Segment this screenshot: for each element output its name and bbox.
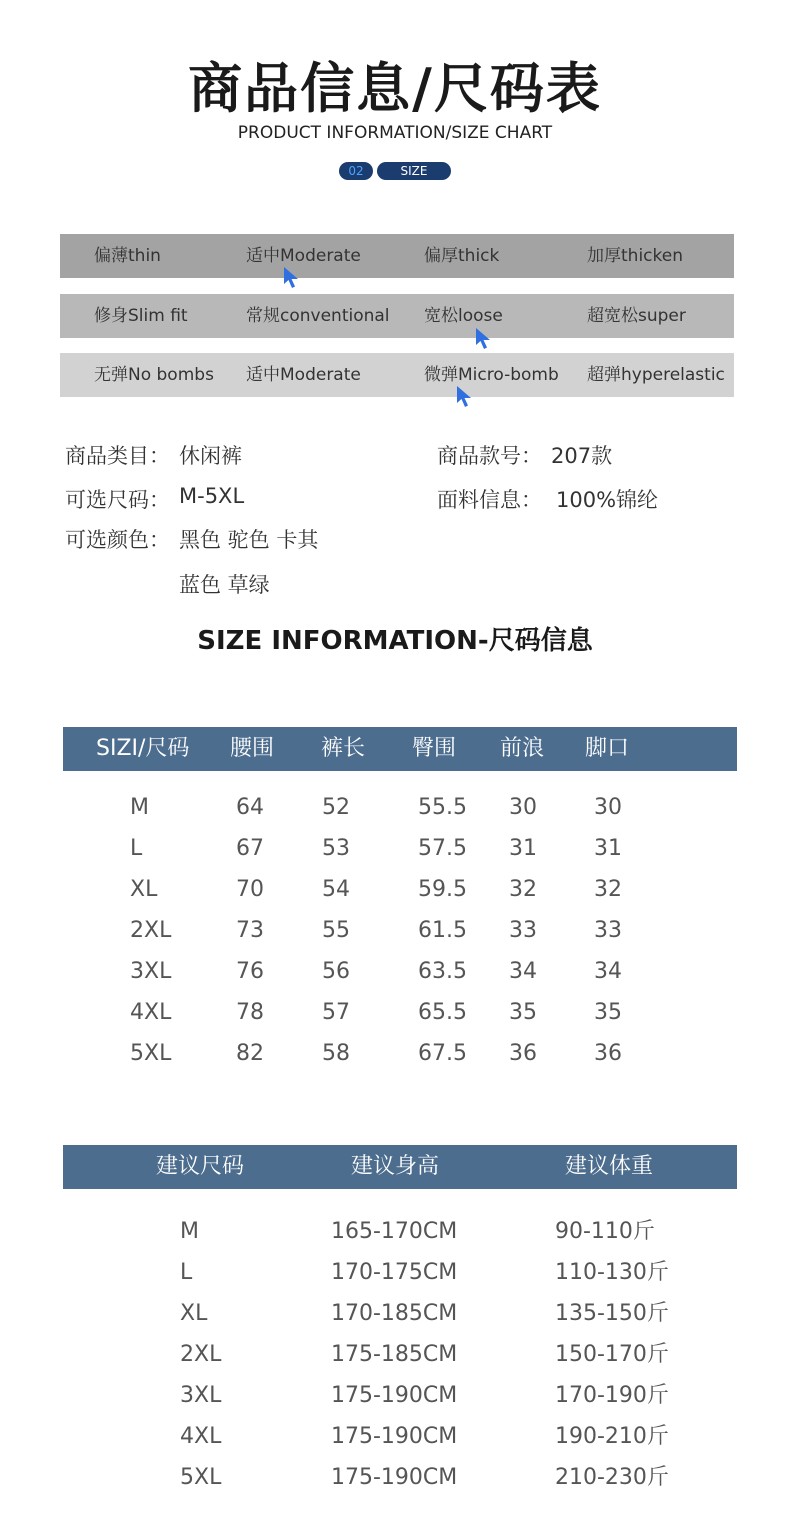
- recommend-table-cell: 175-190CM: [331, 1424, 458, 1449]
- recommend-table-cell: 165-170CM: [331, 1219, 458, 1244]
- size-table-header-cell: 臀围: [412, 736, 457, 761]
- size-table-cell: 34: [594, 959, 622, 984]
- attribute-option: 偏薄thin: [94, 246, 161, 266]
- attribute-row-thickness: [60, 234, 734, 278]
- attribute-option: 常规conventional: [246, 306, 390, 326]
- recommend-table-cell: 170-185CM: [331, 1301, 458, 1326]
- size-table-cell: 78: [236, 1000, 264, 1025]
- recommend-table-cell: M: [180, 1219, 199, 1244]
- recommend-table-cell: 175-185CM: [331, 1342, 458, 1367]
- size-table-cell: 54: [322, 877, 350, 902]
- colors-label: 可选颜色：: [65, 528, 170, 552]
- recommend-table-cell: 3XL: [180, 1383, 222, 1408]
- colors-value-line1: 黑色 驼色 卡其: [179, 528, 319, 552]
- size-table-cell: 55.5: [418, 795, 467, 820]
- attribute-option: 适中Moderate: [246, 365, 361, 385]
- size-table-header: [63, 727, 737, 771]
- recommend-table-cell: 4XL: [180, 1424, 222, 1449]
- pill-label: SIZE: [377, 162, 451, 180]
- size-table-cell: 2XL: [130, 918, 172, 943]
- recommend-table-header-cell: 建议身高: [351, 1154, 440, 1179]
- size-table-cell: 34: [509, 959, 537, 984]
- recommend-table-cell: L: [180, 1260, 193, 1285]
- sizes-value: M-5XL: [179, 484, 245, 508]
- size-table-cell: 65.5: [418, 1000, 467, 1025]
- recommend-table-cell: 175-190CM: [331, 1383, 458, 1408]
- size-table-cell: 56: [322, 959, 350, 984]
- size-table-cell: L: [130, 836, 143, 861]
- attribute-option: 加厚thicken: [587, 246, 683, 266]
- page-subtitle: PRODUCT INFORMATION/SIZE CHART: [237, 123, 553, 143]
- size-table-cell: 52: [322, 795, 350, 820]
- recommend-table-cell: 5XL: [180, 1465, 222, 1490]
- size-table-row: [0, 951, 790, 992]
- recommend-table-row: [0, 1416, 790, 1457]
- size-table-cell: 31: [594, 836, 622, 861]
- size-table-row: [0, 992, 790, 1033]
- model-value: 207款: [551, 444, 613, 468]
- attribute-option: 修身Slim fit: [94, 306, 188, 326]
- size-table-cell: 33: [509, 918, 537, 943]
- recommend-table-cell: 190-210斤: [555, 1424, 669, 1449]
- size-table-cell: 57: [322, 1000, 350, 1025]
- recommend-table-cell: 90-110斤: [555, 1219, 655, 1244]
- size-table-cell: 67.5: [418, 1041, 467, 1066]
- size-table-cell: 67: [236, 836, 264, 861]
- size-table-cell: 82: [236, 1041, 264, 1066]
- size-table-cell: 76: [236, 959, 264, 984]
- size-table-cell: 5XL: [130, 1041, 172, 1066]
- recommend-table-row: [0, 1375, 790, 1416]
- size-table-row: [0, 787, 790, 828]
- size-table-row: [0, 910, 790, 951]
- size-table-cell: 35: [594, 1000, 622, 1025]
- size-table-cell: 30: [594, 795, 622, 820]
- recommend-table-cell: 210-230斤: [555, 1465, 669, 1490]
- size-table-cell: 57.5: [418, 836, 467, 861]
- recommend-table-row: [0, 1293, 790, 1334]
- recommend-table-row: [0, 1334, 790, 1375]
- recommend-table-row: [0, 1211, 790, 1252]
- pill-number: 02: [339, 162, 373, 180]
- attribute-option: 无弹No bombs: [94, 365, 214, 385]
- size-table-cell: 64: [236, 795, 264, 820]
- size-table-cell: 31: [509, 836, 537, 861]
- recommend-table-cell: 170-175CM: [331, 1260, 458, 1285]
- size-table-row: [0, 869, 790, 910]
- attribute-option-selected: 微弹Micro-bomb: [424, 365, 559, 385]
- attribute-option: 超宽松super: [587, 306, 686, 326]
- size-table-cell: XL: [130, 877, 158, 902]
- size-table-cell: 30: [509, 795, 537, 820]
- size-table-header-cell: SIZI/尺码: [96, 736, 190, 761]
- cursor-arrow-icon: [283, 266, 301, 290]
- category-label: 商品类目：: [65, 444, 170, 468]
- size-info-title: SIZE INFORMATION-尺码信息: [197, 626, 593, 656]
- size-table-cell: 59.5: [418, 877, 467, 902]
- size-table-cell: 55: [322, 918, 350, 943]
- recommend-table-cell: 150-170斤: [555, 1342, 669, 1367]
- cursor-arrow-icon: [456, 385, 474, 409]
- size-table-cell: 73: [236, 918, 264, 943]
- recommend-table-cell: 135-150斤: [555, 1301, 669, 1326]
- size-table-cell: 58: [322, 1041, 350, 1066]
- size-table-cell: 33: [594, 918, 622, 943]
- size-table-row: [0, 1033, 790, 1074]
- fabric-value: 100%锦纶: [556, 488, 659, 512]
- recommend-table-cell: 2XL: [180, 1342, 222, 1367]
- recommend-table-row: [0, 1252, 790, 1293]
- size-table-cell: 32: [509, 877, 537, 902]
- size-table-cell: 4XL: [130, 1000, 172, 1025]
- attribute-option: 偏厚thick: [424, 246, 500, 266]
- recommend-table-header-cell: 建议体重: [565, 1154, 654, 1179]
- recommend-table-header-cell: 建议尺码: [156, 1154, 245, 1179]
- attribute-option-selected: 适中Moderate: [246, 246, 361, 266]
- size-table-header-cell: 前浪: [500, 736, 545, 761]
- size-table-cell: 61.5: [418, 918, 467, 943]
- model-label: 商品款号：: [437, 444, 542, 468]
- recommend-table-cell: 110-130斤: [555, 1260, 669, 1285]
- recommend-table-row: [0, 1457, 790, 1498]
- recommend-table-cell: XL: [180, 1301, 208, 1326]
- size-table-cell: M: [130, 795, 149, 820]
- size-table-cell: 36: [594, 1041, 622, 1066]
- section-pill: [0, 162, 790, 180]
- page-title: 商品信息/尺码表: [188, 57, 602, 120]
- size-table-header-cell: 裤长: [321, 736, 366, 761]
- colors-value-line2: 蓝色 草绿: [179, 573, 270, 597]
- size-table-cell: 35: [509, 1000, 537, 1025]
- recommend-table-cell: 170-190斤: [555, 1383, 669, 1408]
- size-table-cell: 70: [236, 877, 264, 902]
- size-table-cell: 63.5: [418, 959, 467, 984]
- cursor-arrow-icon: [475, 327, 493, 351]
- recommend-table-cell: 175-190CM: [331, 1465, 458, 1490]
- size-table-cell: 53: [322, 836, 350, 861]
- category-value: 休闲裤: [179, 444, 242, 468]
- attribute-row-elasticity: [60, 353, 734, 397]
- attribute-row-fit: [60, 294, 734, 338]
- fabric-label: 面料信息：: [437, 488, 542, 512]
- size-table-cell: 32: [594, 877, 622, 902]
- attribute-option-selected: 宽松loose: [424, 306, 503, 326]
- recommend-table-header: [63, 1145, 737, 1189]
- attribute-option: 超弹hyperelastic: [587, 365, 725, 385]
- size-table-cell: 36: [509, 1041, 537, 1066]
- size-table-row: [0, 828, 790, 869]
- sizes-label: 可选尺码：: [65, 488, 170, 512]
- size-table-cell: 3XL: [130, 959, 172, 984]
- size-table-header-cell: 脚口: [585, 736, 630, 761]
- size-table-header-cell: 腰围: [230, 736, 275, 761]
